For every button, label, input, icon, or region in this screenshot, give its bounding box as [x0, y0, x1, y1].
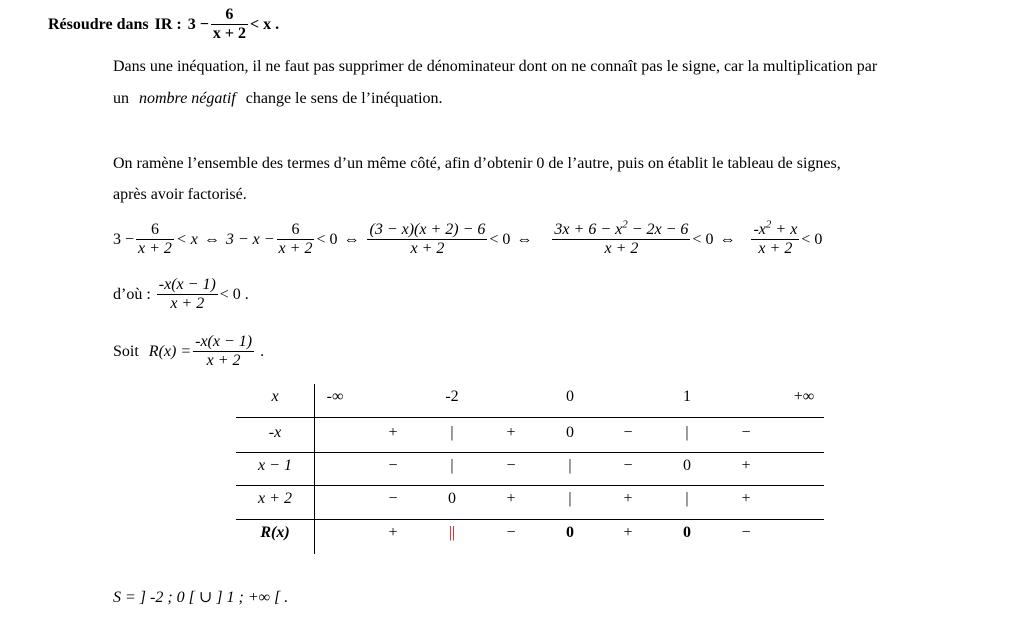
chain-s2-den: x + 2: [278, 240, 313, 257]
forbidden-value-marker: ||: [448, 524, 456, 541]
sign-cell: −: [741, 524, 751, 541]
equiv-symbol: ⇔: [719, 230, 736, 248]
heading-lhs: 3 −: [187, 15, 209, 33]
soit-post: .: [260, 342, 265, 360]
equiv-symbol: ⇔: [343, 230, 360, 248]
sign-cell: |: [685, 490, 689, 507]
para1-pre: un: [113, 90, 129, 107]
heading-label: Résoudre dans: [48, 15, 149, 33]
sign-cell: |: [450, 424, 454, 441]
donc-pre: d’où :: [113, 285, 151, 303]
chain-s2-pre: 3 − x −: [225, 230, 275, 248]
table-rule: [236, 417, 824, 418]
para1-post: change le sens de l’inéquation.: [245, 90, 443, 107]
sign-cell: 0: [448, 490, 456, 507]
heading-fraction: [211, 6, 248, 43]
chain-s4-den: x + 2: [552, 239, 690, 258]
chain-s1-post: < x: [175, 230, 198, 248]
chain-s5-num-a: -x: [753, 221, 766, 238]
chain-s2-num: 6: [291, 221, 300, 238]
chain-s4-num-b: − 2x − 6: [627, 221, 689, 238]
sign-cell: −: [388, 490, 398, 507]
sign-cell: +: [623, 490, 633, 507]
donc-fraction: [157, 276, 218, 313]
table-vertical-rule: [314, 384, 315, 554]
chain-s2-post: < 0: [316, 230, 338, 248]
chain-s3-fraction: [367, 221, 487, 258]
soit-line: [113, 333, 264, 370]
sign-cell: |: [568, 490, 572, 507]
chain-s5-num: [751, 218, 799, 239]
sign-cell: +: [623, 524, 633, 541]
header-value: -∞: [326, 388, 344, 405]
chain-s2-fraction: [277, 221, 315, 258]
chain-s5-exp: 2: [765, 218, 772, 231]
sign-cell: −: [623, 424, 633, 441]
chain-s1-fraction: [136, 221, 174, 258]
soit-name: R(x) =: [148, 342, 192, 360]
heading-den: x + 2: [212, 25, 246, 42]
sign-cell: |: [685, 424, 689, 441]
para1-line2: [113, 90, 443, 108]
donc-num: -x(x − 1): [158, 276, 216, 293]
chain-s3-post: < 0: [489, 230, 511, 248]
sign-cell: −: [506, 457, 516, 474]
chain-s5-den: x + 2: [751, 239, 799, 258]
table-header-label: x: [271, 388, 279, 405]
soit-num: -x(x − 1): [195, 333, 253, 350]
heading-num: 6: [225, 6, 234, 23]
equiv-symbol: ⇔: [516, 230, 533, 248]
soit-den: x + 2: [193, 351, 254, 370]
row-label: -x: [268, 424, 282, 441]
exercise-heading: [48, 6, 279, 43]
chain-s5-post: < 0: [801, 230, 823, 248]
equiv-symbol: ⇔: [203, 230, 220, 248]
chain-s1-num: 6: [150, 221, 159, 238]
donc-line: [113, 276, 249, 313]
sign-cell: −: [741, 424, 751, 441]
equivalence-chain: [113, 218, 823, 258]
para2-line1: On ramène l’ensemble des termes d’un même côté, afin d’obtenir 0 de l’autre, puis on établit le tableau de signes,: [113, 155, 841, 172]
sign-cell: +: [506, 424, 516, 441]
chain-s5-fraction: [751, 218, 799, 258]
sign-table: [236, 384, 824, 554]
row-label: R(x): [260, 524, 290, 541]
solution-set: S = ] -2 ; 0 [ ∪ ] 1 ; +∞ [ .: [113, 589, 289, 606]
row-label: x + 2: [258, 490, 292, 507]
chain-s4-exp: 2: [622, 218, 628, 231]
sign-cell: 0: [683, 457, 691, 474]
chain-s3-num: (3 − x)(x + 2) − 6: [369, 221, 486, 238]
heading-rhs: < x .: [249, 15, 280, 33]
sign-cell: +: [388, 524, 398, 541]
header-value: 0: [566, 388, 574, 405]
chain-s4-post: < 0: [692, 230, 714, 248]
sign-cell: −: [388, 457, 398, 474]
sign-cell: −: [623, 457, 633, 474]
heading-set: IR :: [154, 15, 182, 33]
chain-s3-den: x + 2: [367, 239, 487, 258]
para1-line1: Dans une inéquation, il ne faut pas supprimer de dénominateur dont on ne connaît pas le signe, car la multiplication par: [113, 58, 878, 75]
table-rule: [236, 485, 824, 486]
sign-cell: 0: [566, 424, 574, 441]
sign-cell: −: [506, 524, 516, 541]
sign-cell: +: [741, 490, 751, 507]
sign-cell: 0: [566, 524, 574, 541]
chain-s1-den: x + 2: [138, 240, 172, 257]
soit-fraction: [193, 333, 254, 370]
donc-den: x + 2: [157, 294, 218, 313]
soit-pre: Soit: [113, 342, 139, 360]
header-value: 1: [683, 388, 691, 405]
chain-s4-num: [552, 218, 690, 239]
para2-line2: après avoir factorisé.: [113, 186, 247, 203]
header-value: +∞: [793, 388, 815, 405]
sign-cell: |: [450, 457, 454, 474]
chain-s1-pre: 3 −: [113, 230, 135, 248]
table-rule: [236, 452, 824, 453]
donc-post: < 0 .: [219, 285, 249, 303]
chain-s5-num-b: + x: [771, 221, 798, 238]
sign-cell: 0: [683, 524, 691, 541]
sign-cell: +: [741, 457, 751, 474]
header-value: -2: [445, 388, 459, 405]
para1-emphasis: nombre négatif: [139, 90, 236, 107]
chain-s4-fraction: [552, 218, 690, 258]
sign-cell: +: [506, 490, 516, 507]
sign-cell: |: [568, 457, 572, 474]
row-label: x − 1: [258, 457, 292, 474]
table-rule: [236, 519, 824, 520]
sign-cell: +: [388, 424, 398, 441]
chain-s4-num-a: 3x + 6 − x: [554, 221, 623, 238]
